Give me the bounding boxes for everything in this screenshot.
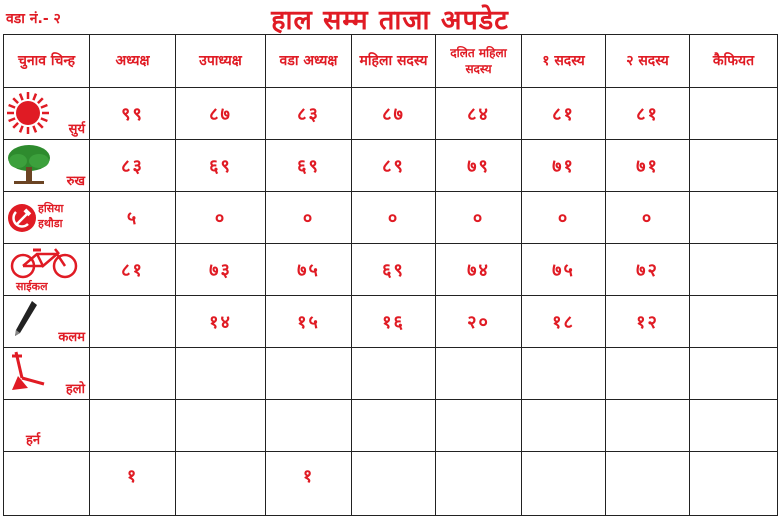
vote-count-vice-chair: १४ xyxy=(176,296,266,348)
vote-count-member-1 xyxy=(522,400,606,452)
vote-count-ward-chair: ८३ xyxy=(266,88,352,140)
vote-count-chair xyxy=(90,296,176,348)
col-vice-chair: उपाध्यक्ष xyxy=(176,35,266,88)
vote-count-ward-chair xyxy=(266,400,352,452)
symbol-label: कलम xyxy=(58,330,85,345)
vote-count-chair: ८१ xyxy=(90,244,176,296)
vote-count-women-member xyxy=(352,452,436,516)
vote-count-member-1 xyxy=(522,452,606,516)
symbol-cell xyxy=(4,244,90,296)
col-dalit-women-member: दलित महिला सदस्य xyxy=(436,35,522,88)
table-row xyxy=(4,140,778,192)
vote-count-member-2: ८१ xyxy=(606,88,690,140)
vote-count-ward-chair xyxy=(266,348,352,400)
vote-count-women-member: ८९ xyxy=(352,140,436,192)
pen-icon xyxy=(10,299,40,339)
vote-count-women-member xyxy=(352,348,436,400)
symbol-cell xyxy=(4,88,90,140)
vote-count-member-1: ७५ xyxy=(522,244,606,296)
vote-count-vice-chair xyxy=(176,400,266,452)
col-member-2: २ सदस्य xyxy=(606,35,690,88)
vote-count-vice-chair xyxy=(176,452,266,516)
vote-count-remarks xyxy=(690,140,778,192)
symbol-label: हलो xyxy=(65,382,85,397)
col-symbol: चुनाव चिन्ह xyxy=(4,35,90,88)
vote-count-women-member: ६९ xyxy=(352,244,436,296)
symbol-label: रुख xyxy=(66,174,85,189)
vote-count-member-1: ७१ xyxy=(522,140,606,192)
table-row xyxy=(4,88,778,140)
vote-count-remarks xyxy=(690,348,778,400)
vote-count-chair: ५ xyxy=(90,192,176,244)
symbol-cell xyxy=(4,400,90,452)
vote-count-ward-chair: १ xyxy=(266,452,352,516)
vote-count-dalit-women-member: ८४ xyxy=(436,88,522,140)
col-women-member: महिला सदस्य xyxy=(352,35,436,88)
vote-count-women-member: ८७ xyxy=(352,88,436,140)
vote-count-member-2: ७१ xyxy=(606,140,690,192)
vote-count-member-1: ८१ xyxy=(522,88,606,140)
vote-count-remarks xyxy=(690,452,778,516)
col-remarks: कैफियत xyxy=(690,35,778,88)
vote-count-ward-chair: ० xyxy=(266,192,352,244)
symbol-cell xyxy=(4,192,90,244)
vote-count-dalit-women-member: २० xyxy=(436,296,522,348)
table-row xyxy=(4,400,778,452)
vote-count-dalit-women-member xyxy=(436,452,522,516)
table-row xyxy=(4,296,778,348)
col-member-1: १ सदस्य xyxy=(522,35,606,88)
vote-count-dalit-women-member: ० xyxy=(436,192,522,244)
vote-count-member-2: १२ xyxy=(606,296,690,348)
vote-count-vice-chair xyxy=(176,348,266,400)
table-row xyxy=(4,452,778,516)
table-row xyxy=(4,192,778,244)
vote-count-vice-chair: ६९ xyxy=(176,140,266,192)
hammer-sickle-icon xyxy=(7,203,37,233)
vote-count-ward-chair: ६९ xyxy=(266,140,352,192)
table-row xyxy=(4,348,778,400)
vote-count-dalit-women-member xyxy=(436,400,522,452)
vote-count-member-1: १८ xyxy=(522,296,606,348)
vote-count-women-member: १६ xyxy=(352,296,436,348)
vote-count-dalit-women-member: ७९ xyxy=(436,140,522,192)
col-chair: अध्यक्ष xyxy=(90,35,176,88)
page-title: हाल सम्म ताजा अपडेट xyxy=(271,5,509,36)
vote-count-chair: ८३ xyxy=(90,140,176,192)
sun-icon xyxy=(6,91,54,137)
vote-count-remarks xyxy=(690,192,778,244)
vote-count-member-2 xyxy=(606,400,690,452)
symbol-cell xyxy=(4,348,90,400)
table-row xyxy=(4,244,778,296)
vote-count-chair: १ xyxy=(90,452,176,516)
ward-number: वडा नं.- २ xyxy=(6,11,61,27)
vote-count-member-2 xyxy=(606,348,690,400)
vote-count-vice-chair: ७३ xyxy=(176,244,266,296)
vote-count-dalit-women-member xyxy=(436,348,522,400)
symbol-cell xyxy=(4,452,90,516)
vote-count-chair xyxy=(90,348,176,400)
vote-count-dalit-women-member: ७४ xyxy=(436,244,522,296)
vote-count-member-2 xyxy=(606,452,690,516)
vote-count-remarks xyxy=(690,244,778,296)
col-ward-chair: वडा अध्यक्ष xyxy=(266,35,352,88)
vote-count-ward-chair: १५ xyxy=(266,296,352,348)
results-table xyxy=(3,34,778,516)
symbol-cell xyxy=(4,140,90,192)
vote-count-women-member xyxy=(352,400,436,452)
symbol-label: सुर्य xyxy=(68,122,85,137)
vote-count-women-member: ० xyxy=(352,192,436,244)
vote-count-vice-chair: ८७ xyxy=(176,88,266,140)
vote-count-member-2: ७२ xyxy=(606,244,690,296)
tree-icon xyxy=(6,143,52,185)
vote-count-remarks xyxy=(690,296,778,348)
vote-count-vice-chair: ० xyxy=(176,192,266,244)
vote-count-ward-chair: ७५ xyxy=(266,244,352,296)
vote-count-chair: ९९ xyxy=(90,88,176,140)
header xyxy=(0,0,780,34)
symbol-label: हसिया हथौडा xyxy=(38,202,64,230)
vote-count-member-2: ० xyxy=(606,192,690,244)
bicycle-icon xyxy=(9,246,81,280)
vote-count-member-1: ० xyxy=(522,192,606,244)
vote-count-remarks xyxy=(690,400,778,452)
vote-count-chair xyxy=(90,400,176,452)
plough-icon xyxy=(8,350,46,394)
vote-count-remarks xyxy=(690,88,778,140)
header-row xyxy=(4,35,778,88)
vote-count-member-1 xyxy=(522,348,606,400)
symbol-label: हर्न xyxy=(26,433,41,448)
symbol-label: साईकल xyxy=(16,280,48,293)
symbol-cell xyxy=(4,296,90,348)
